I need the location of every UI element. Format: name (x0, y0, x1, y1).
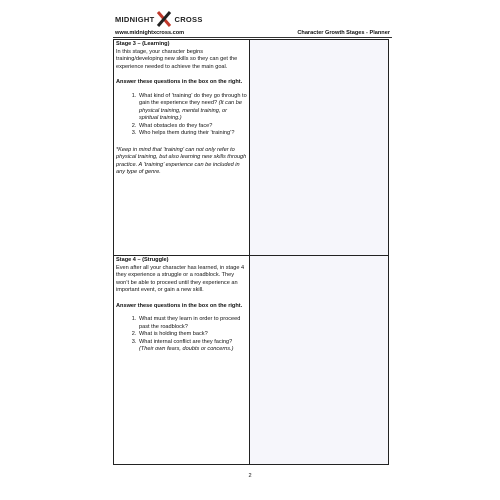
list-item: 1. What kind of ‘training’ do they go through to gain the experience they need? (It can be physical training, mental training, or spiritual training.) (138, 93, 247, 123)
list-item: 3. Who helps them during their ‘training’? (138, 130, 247, 138)
list-item: 3. What internal conflict are they facing? (Their own fears, doubts or concerns.) (138, 339, 247, 354)
document-title: Character Growth Stages - Planner (297, 30, 390, 36)
list-item: 2. What is holding them back? (138, 331, 247, 339)
stage3-answer-box[interactable] (250, 40, 388, 255)
stage3-questions (116, 93, 247, 138)
stage4-body: Even after all your character has learned, in stage 4 they experience a struggle or a roadblock. They won’t be able to proceed until they experience an important event, or gain a new skill. (116, 264, 245, 293)
logo-right-text: CROSS (174, 14, 203, 24)
logo (115, 10, 203, 28)
stage3-title: Stage 3 – (Learning) (116, 41, 170, 47)
logo-left-text: MIDNIGHT (115, 14, 155, 24)
stage3-body: In this stage, your character begins training/developing new skills so they can get the experience needed to achieve the main goal. (116, 48, 238, 70)
stage3-cell (116, 41, 247, 177)
stage4-title: Stage 4 – (Struggle) (116, 257, 169, 263)
table-column-divider (249, 39, 250, 465)
stage4-questions (116, 316, 247, 354)
table-row-divider (113, 255, 389, 256)
list-item: 2. What obstacles do they face? (138, 123, 247, 131)
crossed-x-icon (155, 10, 173, 28)
stage4-prompt: Answer these questions in the box on the right. (116, 302, 243, 309)
stage3-prompt: Answer these questions in the box on the right. (116, 79, 243, 85)
list-item: 1. What must they learn in order to proceed past the roadblock? (138, 316, 247, 331)
page-number: 2 (248, 473, 252, 479)
site-url[interactable]: www.midnightxcross.com (115, 30, 185, 36)
header-divider (113, 37, 392, 38)
stage4-answer-box[interactable] (250, 256, 388, 464)
stage4-cell (116, 257, 247, 354)
stage3-note: *Keep in mind that ‘training’ can not only refer to physical training, but also learning new skills through practice. A ‘training’ experience can be included in any type of genre. (116, 146, 247, 175)
